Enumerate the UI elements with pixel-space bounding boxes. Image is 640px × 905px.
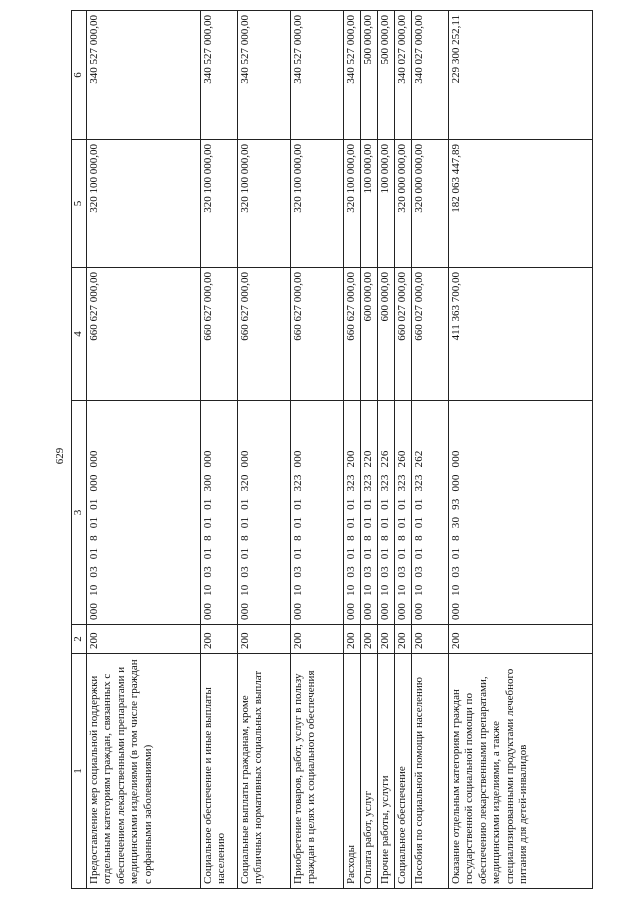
header-cell-5: 5	[72, 140, 87, 268]
row-code: 000 10 03 01 8 01 01 320 000	[238, 401, 291, 625]
row-code: 000 10 03 01 8 30 93 000 000	[449, 401, 593, 625]
row-grbs: 200	[395, 625, 412, 654]
row-col5: 320 100 000,00	[238, 140, 291, 268]
row-grbs: 200	[378, 625, 395, 654]
header-cell-1: 1	[72, 654, 87, 889]
row-col4: 660 627 000,00	[201, 268, 238, 401]
row-col6: 500 000,00	[361, 11, 378, 140]
row-name: Оказание отдельным категориям граждан государственной социальной помощи по обеспечению лекарственными препаратами, медицинскими изделиями, а также специализированными продуктами лечебного питания для детей-инвалидов	[449, 654, 593, 889]
row-name: Социальное обеспечение и иные выплаты населению	[201, 654, 238, 889]
row-col4: 600 000,00	[378, 268, 395, 401]
row-col6: 340 027 000,00	[395, 11, 412, 140]
header-cell-2: 2	[72, 625, 87, 654]
row-col4: 660 027 000,00	[395, 268, 412, 401]
table-row	[378, 11, 395, 889]
row-col6: 500 000,00	[378, 11, 395, 140]
row-grbs: 200	[87, 625, 201, 654]
page-number: 629	[54, 447, 66, 465]
row-grbs: 200	[291, 625, 344, 654]
header-row	[72, 11, 87, 889]
table-row	[87, 11, 201, 889]
row-name: Предоставление мер социальной поддержки отдельным категориям граждан, связанных с обеспечением лекарственными препаратами и медицинскими изделиями (в том числе граждан с орфанными заболеваниями)	[87, 654, 201, 889]
row-col4: 660 627 000,00	[87, 268, 201, 401]
row-col4: 660 627 000,00	[238, 268, 291, 401]
row-name: Прочие работы, услуги	[378, 654, 395, 889]
row-col6: 340 527 000,00	[201, 11, 238, 140]
rotated-table-container	[71, 11, 593, 889]
row-col6: 229 300 252,11	[449, 11, 593, 140]
table-row	[412, 11, 449, 889]
table-row	[238, 11, 291, 889]
row-col5: 100 000,00	[378, 140, 395, 268]
row-code: 000 10 03 01 8 01 01 323 000	[291, 401, 344, 625]
row-grbs: 200	[412, 625, 449, 654]
budget-table	[71, 10, 593, 889]
row-code: 000 10 03 01 8 01 01 323 226	[378, 401, 395, 625]
header-cell-6: 6	[72, 11, 87, 140]
row-col5: 320 100 000,00	[291, 140, 344, 268]
table-row	[344, 11, 361, 889]
row-col6: 340 527 000,00	[87, 11, 201, 140]
row-code: 000 10 03 01 8 01 01 300 000	[201, 401, 238, 625]
row-col5: 320 100 000,00	[87, 140, 201, 268]
row-grbs: 200	[344, 625, 361, 654]
row-col6: 340 527 000,00	[291, 11, 344, 140]
table-row	[201, 11, 238, 889]
row-col4: 600 000,00	[361, 268, 378, 401]
row-grbs: 200	[449, 625, 593, 654]
row-grbs: 200	[238, 625, 291, 654]
header-cell-3: 3	[72, 401, 87, 625]
table-row	[395, 11, 412, 889]
row-name: Расходы	[344, 654, 361, 889]
row-col5: 320 100 000,00	[344, 140, 361, 268]
row-col5: 320 000 000,00	[395, 140, 412, 268]
row-col4: 660 627 000,00	[344, 268, 361, 401]
row-col6: 340 527 000,00	[344, 11, 361, 140]
row-code: 000 10 03 01 8 01 01 323 260	[395, 401, 412, 625]
row-col6: 340 027 000,00	[412, 11, 449, 140]
table-row	[361, 11, 378, 889]
row-code: 000 10 03 01 8 01 01 323 262	[412, 401, 449, 625]
row-col5: 320 000 000,00	[412, 140, 449, 268]
row-name: Приобретение товаров, работ, услуг в пользу граждан в целях их социального обеспечения	[291, 654, 344, 889]
row-code: 000 10 03 01 8 01 01 323 220	[361, 401, 378, 625]
row-col5: 100 000,00	[361, 140, 378, 268]
row-grbs: 200	[361, 625, 378, 654]
row-grbs: 200	[201, 625, 238, 654]
row-name: Пособия по социальной помощи населению	[412, 654, 449, 889]
row-name: Оплата работ, услуг	[361, 654, 378, 889]
table-row	[291, 11, 344, 889]
table-row	[449, 11, 593, 889]
row-col5: 320 100 000,00	[201, 140, 238, 268]
row-col4: 660 027 000,00	[412, 268, 449, 401]
row-col4: 411 363 700,00	[449, 268, 593, 401]
header-cell-4: 4	[72, 268, 87, 401]
row-name: Социальное обеспечение	[395, 654, 412, 889]
row-col4: 660 627 000,00	[291, 268, 344, 401]
row-col6: 340 527 000,00	[238, 11, 291, 140]
row-col5: 182 063 447,89	[449, 140, 593, 268]
row-name: Социальные выплаты гражданам, кроме публичных нормативных социальных выплат	[238, 654, 291, 889]
row-code: 000 10 03 01 8 01 01 323 200	[344, 401, 361, 625]
row-code: 000 10 03 01 8 01 01 000 000	[87, 401, 201, 625]
